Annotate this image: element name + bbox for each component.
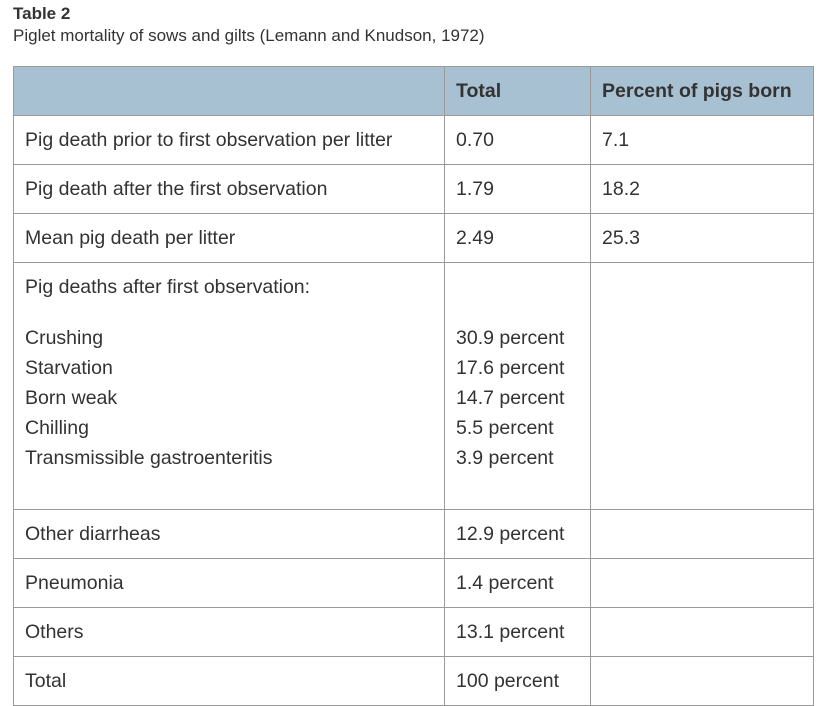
row-percent: 25.3 <box>591 214 814 263</box>
cause-item: Crushing <box>25 327 104 349</box>
cause-item: Starvation <box>25 357 113 379</box>
cause-breakdown-labels <box>14 263 445 510</box>
table-row <box>14 116 814 165</box>
row-percent <box>591 657 814 706</box>
header-cell-label <box>14 67 445 116</box>
row-total: 1.79 <box>445 165 591 214</box>
header-cell-percent: Percent of pigs born <box>591 67 814 116</box>
table-row <box>14 165 814 214</box>
table-row <box>14 510 814 559</box>
share-item: 3.9 percent <box>456 447 554 469</box>
piglet-mortality-table <box>13 66 814 706</box>
table-row <box>14 559 814 608</box>
row-label: Other diarrheas <box>14 510 445 559</box>
share-item: 5.5 percent <box>456 417 554 439</box>
header-cell-total: Total <box>445 67 591 116</box>
row-label: Pig death after the first observation <box>14 165 445 214</box>
cause-breakdown-empty <box>591 263 814 510</box>
table-row <box>14 608 814 657</box>
row-total: 12.9 percent <box>445 510 591 559</box>
row-label: Total <box>14 657 445 706</box>
row-total: 13.1 percent <box>445 608 591 657</box>
cause-list <box>25 323 433 473</box>
row-percent: 7.1 <box>591 116 814 165</box>
share-item: 17.6 percent <box>456 357 565 379</box>
row-total: 1.4 percent <box>445 559 591 608</box>
row-label: Mean pig death per litter <box>14 214 445 263</box>
cause-item: Chilling <box>25 417 89 439</box>
table-number: Table 2 <box>13 4 71 23</box>
cause-item: Transmissible gastroenteritis <box>25 447 273 469</box>
row-label: Pneumonia <box>14 559 445 608</box>
row-total: 2.49 <box>445 214 591 263</box>
table-row <box>14 214 814 263</box>
table-title: Piglet mortality of sows and gilts (Lemann and Knudson, 1972) <box>13 26 485 45</box>
row-percent <box>591 608 814 657</box>
table-caption <box>13 4 485 48</box>
table-header-row <box>14 67 814 116</box>
row-label: Pig death prior to first observation per litter <box>14 116 445 165</box>
row-percent: 18.2 <box>591 165 814 214</box>
breakdown-heading: Pig deaths after first observation: <box>25 276 311 298</box>
share-item: 30.9 percent <box>456 327 565 349</box>
row-percent <box>591 510 814 559</box>
share-item: 14.7 percent <box>456 387 565 409</box>
share-list <box>456 275 579 473</box>
row-total: 100 percent <box>445 657 591 706</box>
row-total: 0.70 <box>445 116 591 165</box>
row-percent <box>591 559 814 608</box>
row-label: Others <box>14 608 445 657</box>
cause-item: Born weak <box>25 387 118 409</box>
cause-breakdown-shares <box>445 263 591 510</box>
cause-breakdown-row <box>14 263 814 510</box>
table-row-total <box>14 657 814 706</box>
